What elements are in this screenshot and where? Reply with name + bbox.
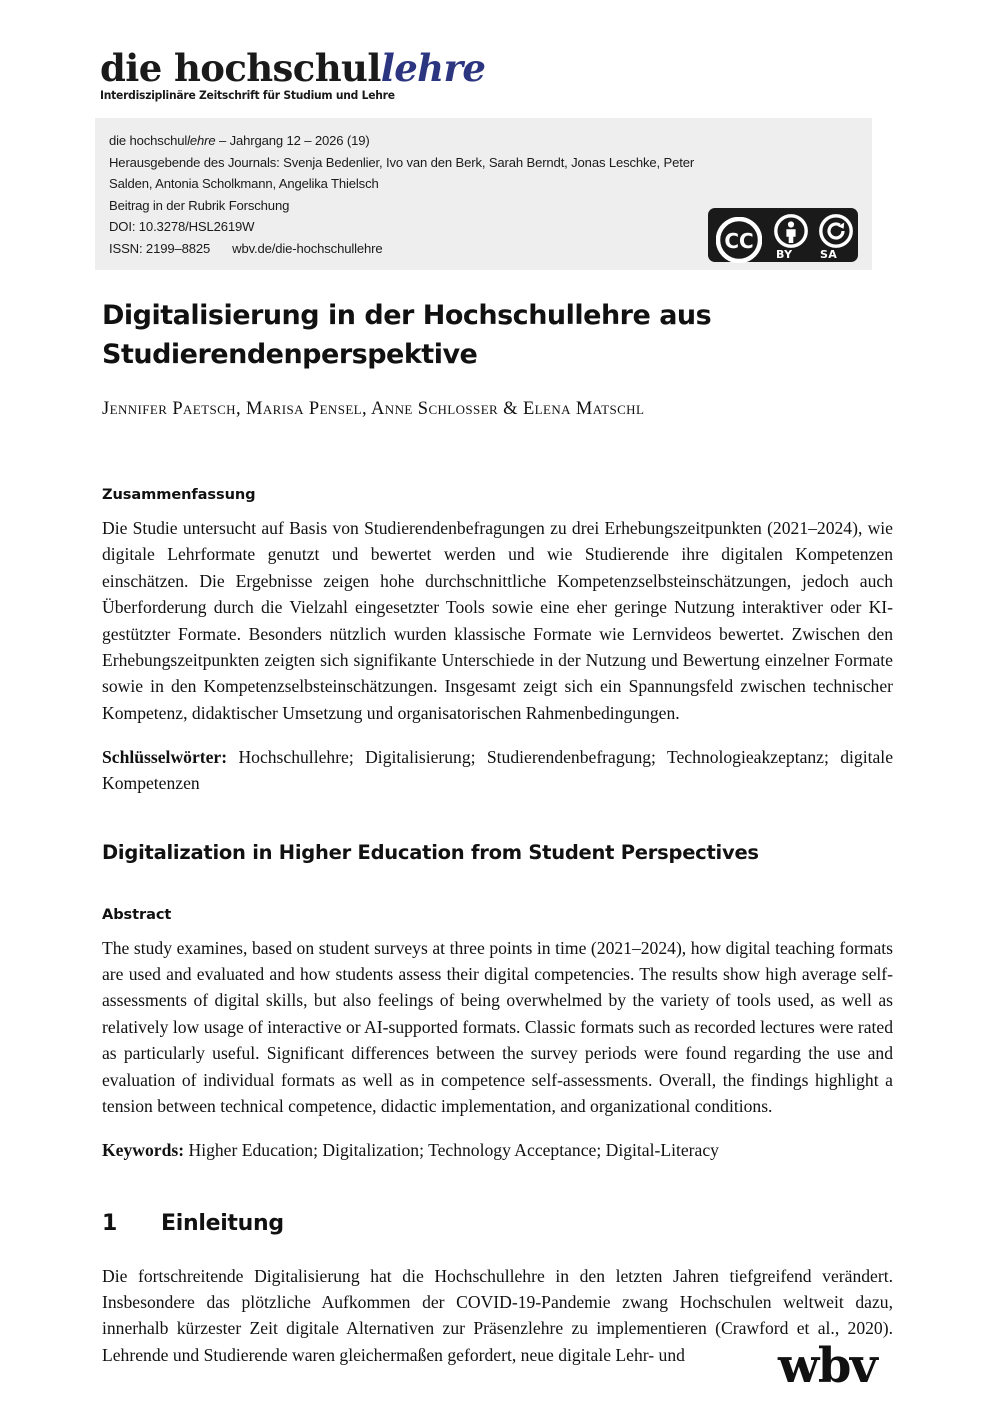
abstract-en-section [102,906,893,1164]
masthead-box [95,118,872,270]
article-title: Digitalisierung in der Hochschullehre aus Studierendenperspektive [102,300,712,370]
cc-by-label: BY [776,248,793,261]
author-list: Jennifer Paetsch, Marisa Pensel, Anne Schlosser & Elena Matschl [102,399,645,419]
creative-commons-icon [716,217,762,268]
cc-badge-inner [712,212,854,261]
abstract-de-heading: Zusammenfassung [102,486,256,503]
wbv-publisher-logo: wbv [778,1338,877,1394]
keywords-de-value: Hochschullehre; Digitalisierung; Studierendenbefragung; Technologieakzeptanz; digitale Kompetenzen [102,746,893,794]
journal-logo-subtitle: Interdisziplinäre Zeitschrift für Studium und Lehre [100,89,395,102]
abstract-de-text: Die Studie untersucht auf Basis von Studierendenbefragungen zu drei Erhebungszeitpunkten (2021–2024), wie digitale Lehrformate genutzt und bewertet werden und wie Studierende ihre digitalen Kompetenzen einschätzen. Die Ergebnisse zeigen hohe durchschnittliche Kompetenzselbsteinschätzungen, jedoch auch Überforderung durch die Vielzahl eingesetzter Tools sowie eine eher geringe Nutzung interaktiver oder KI-gestützter Formate. Besonders nützlich wurden klassische Formate wie Lernvideos bewertet. Zwischen den Erhebungszeitpunkten zeigten sich signifikante Unterschiede in der Nutzung und Bewertung einzelner Formate sowie in den Kompetenzselbsteinschätzungen. Insgesamt zeigt sich ein Spannungsfeld zwischen technischer Kompetenz, didaktischer Umsetzung und organisatorischen Rahmenbedingungen. [102,518,893,723]
masthead-text [109,130,709,259]
journal-logo [100,46,530,102]
masthead-url[interactable]: wbv.de/die-hochschullehre [232,240,383,256]
masthead-volume-suffix: – Jahrgang 12 – 2026 (19) [215,133,370,148]
journal-logo-wordmark [100,46,530,90]
cc-by-sa-badge[interactable] [708,208,858,262]
section-1-paragraph: Die fortschreitende Digitalisierung hat die Hochschullehre in den letzten Jahren tiefgreifend verändert. Insbesondere das plötzliche Aufkommen der COVID-19-Pandemie zwang Hochschulen weltweit dazu, innerhalb kürzester Zeit digitale Alternativen zur Präsenzlehre zu implementieren (Crawford et al., 2020). Lehrende und Studierende waren gleichermaßen gefordert, neue digitale Lehr- und [102,1265,893,1365]
keywords-de [102,744,893,797]
journal-logo-main: die hochschul [100,46,381,90]
section-1-heading [102,1211,893,1236]
abstract-de-section [102,486,893,797]
masthead-volume-italic: lehre [187,133,216,148]
keywords-en-label: Keywords: [102,1140,185,1161]
masthead-issn: ISSN: 2199–8825 [109,240,211,256]
article-content [102,296,893,1386]
keywords-de-label: Schlüsselwörter: [102,746,228,767]
keywords-en-value: Higher Education; Digitalization; Technology Acceptance; Digital-Literacy [184,1140,719,1161]
article-title-en: Digitalization in Higher Education from Student Perspectives [102,840,759,864]
cc-sa-label: SA [820,248,838,261]
abstract-en-text: The study examines, based on student surveys at three points in time (2021–2024), how digital teaching formats are used and evaluated and how students assess their digital competencies. The results show high average self-assessments of digital skills, but also feelings of being overwhelmed by the variety of tools used, as well as relatively low usage of interactive or AI-supported formats. Classic formats such as recorded lectures were rated as particularly useful. Significant differences between the survey periods were found regarding the use and evaluation of individual formats as well as in competence self-assessments. Overall, the findings highlight a tension between technical competence, didactic implementation, and organizational conditions. [102,937,893,1117]
masthead-rubric: Beitrag in der Rubrik Forschung [109,197,290,213]
keywords-en [102,1137,893,1163]
masthead-issn-row [109,238,709,260]
section-1-number: 1 [102,1210,118,1236]
masthead-volume-prefix: die hochschul [109,133,188,148]
journal-logo-lehre: lehre [380,46,486,90]
svg-text:CC: CC [724,229,754,253]
masthead-editors: Herausgebende des Journals: Svenja Bedenlier, Ivo van den Berk, Sarah Berndt, Jonas Leschke, Peter Salden, Antonia Scholkmann, Angelika Thielsch [109,154,698,191]
section-1-title: Einleitung [161,1210,284,1236]
masthead-volume-line [109,130,709,152]
masthead-doi: DOI: 10.3278/HSL2619W [109,219,255,234]
abstract-en-heading: Abstract [102,905,172,923]
